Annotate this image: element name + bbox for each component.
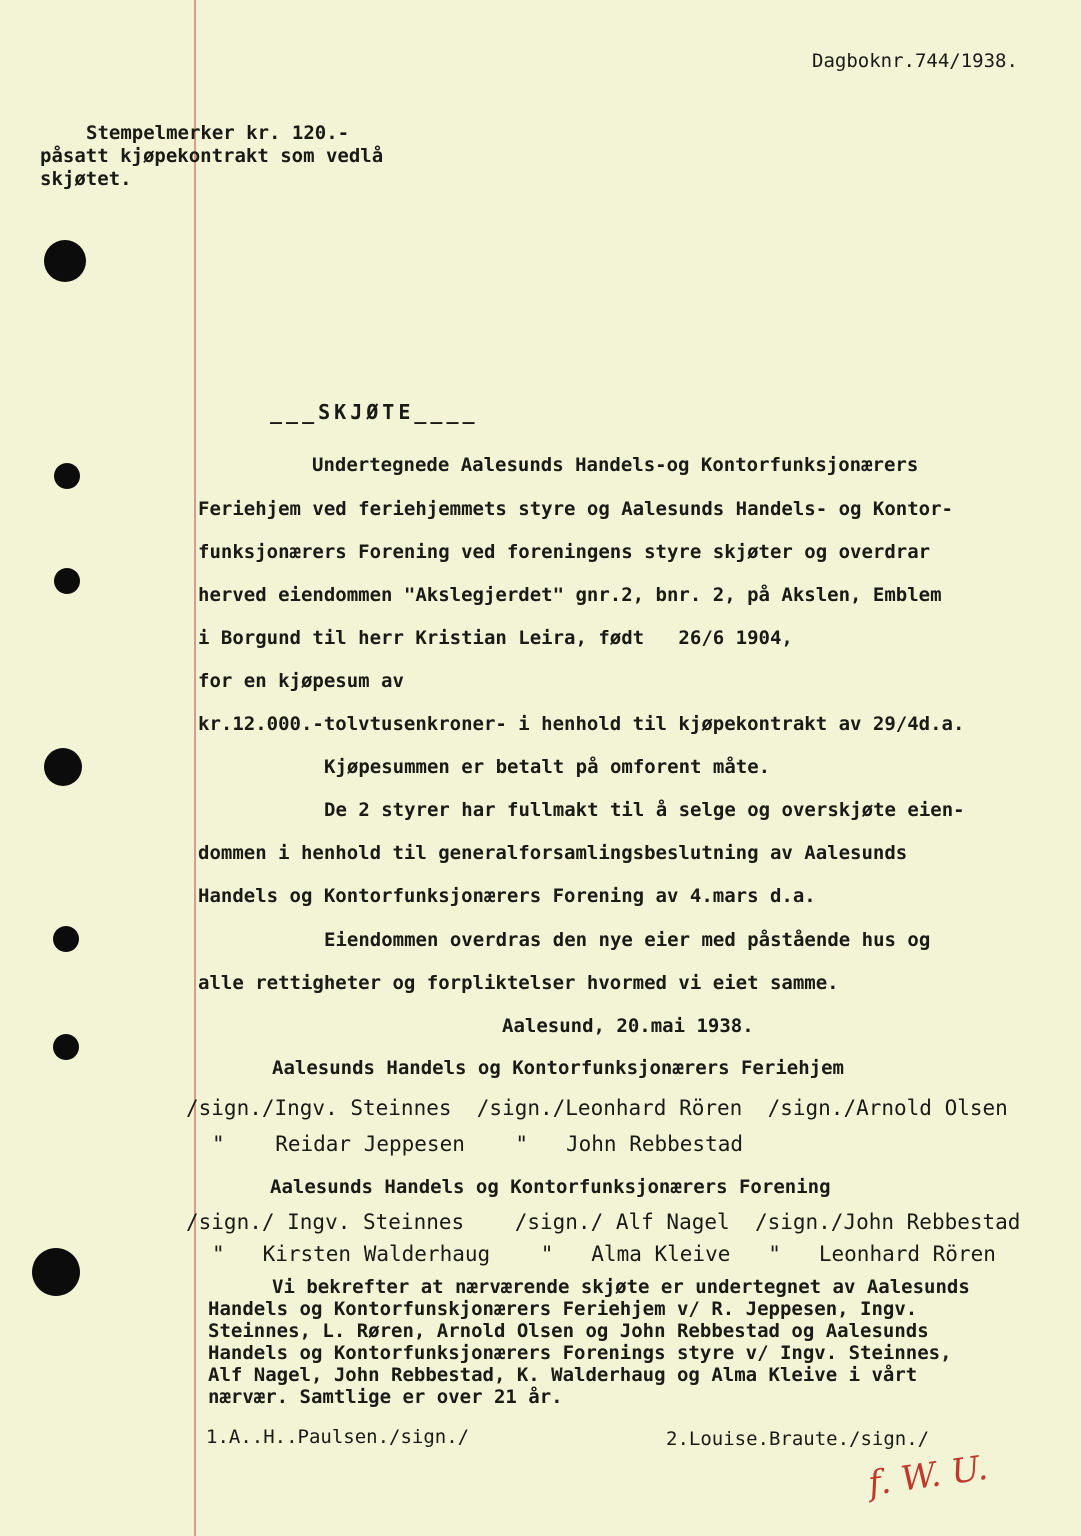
- punch-hole: [53, 1034, 79, 1060]
- punch-hole: [32, 1248, 80, 1296]
- certification-line: Handels og Kontorfunskjonærers Feriehjem v/ R. Jeppesen, Ingv.: [208, 1298, 918, 1320]
- margin-line: [194, 0, 196, 1536]
- org2-signatures-line2: " Kirsten Walderhaug " Alma Kleive " Leonhard Rören: [212, 1242, 996, 1266]
- body-line: Feriehjem ved feriehjemmets styre og Aalesunds Handels- og Kontor-: [198, 498, 953, 520]
- witness-1: 1.A..H..Paulsen./sign./: [206, 1426, 470, 1448]
- org2-name: Aalesunds Handels og Kontorfunksjonærers Forening: [270, 1176, 831, 1198]
- certification-line: Steinnes, L. Røren, Arnold Olsen og John Rebbestad og Aalesunds: [208, 1320, 929, 1342]
- body-line: for en kjøpesum av: [198, 670, 404, 692]
- body-line: kr.12.000.-tolvtusenkroner- i henhold til kjøpekontrakt av 29/4d.a.: [198, 713, 965, 735]
- body-line: De 2 styrer har fullmakt til å selge og overskjøte eien-: [324, 799, 965, 821]
- certification-line: nærvær. Samtlige er over 21 år.: [208, 1386, 563, 1408]
- certification-line: Vi bekrefter at nærværende skjøte er undertegnet av Aalesunds: [272, 1276, 970, 1298]
- punch-hole: [54, 568, 80, 594]
- journal-number: Dagboknr.744/1938.: [812, 50, 1018, 72]
- place-date: Aalesund, 20.mai 1938.: [502, 1015, 754, 1037]
- handwritten-initials: f. W. U.: [865, 1447, 991, 1505]
- body-line: i Borgund til herr Kristian Leira, født 26/6 1904,: [198, 627, 793, 649]
- body-line: herved eiendommen "Akslegjerdet" gnr.2, bnr. 2, på Akslen, Emblem: [198, 584, 942, 606]
- punch-hole: [44, 240, 86, 282]
- punch-hole: [54, 463, 80, 489]
- stamp-note-line: Stempelmerker kr. 120.-: [86, 122, 350, 144]
- org1-signatures-line2: " Reidar Jeppesen " John Rebbestad: [212, 1132, 744, 1156]
- body-line: Undertegnede Aalesunds Handels-og Kontorfunksjonærers: [312, 454, 919, 476]
- stamp-note-line: skjøtet.: [40, 168, 132, 190]
- body-line: Kjøpesummen er betalt på omforent måte.: [324, 756, 771, 778]
- punch-hole: [44, 748, 82, 786]
- body-line: dommen i henhold til generalforsamlingsbeslutning av Aalesunds: [198, 842, 908, 864]
- certification-line: Handels og Kontorfunksjonærers Forenings styre v/ Ingv. Steinnes,: [208, 1342, 952, 1364]
- document-title: ___SKJØTE____: [270, 400, 479, 424]
- org1-signatures-line1: /sign./Ingv. Steinnes /sign./Leonhard Rören /sign./Arnold Olsen: [186, 1096, 1008, 1120]
- stamp-note-line: påsatt kjøpekontrakt som vedlå: [40, 145, 384, 167]
- body-line: Handels og Kontorfunksjonærers Forening av 4.mars d.a.: [198, 885, 816, 907]
- body-line: funksjonærers Forening ved foreningens styre skjøter og overdrar: [198, 541, 931, 563]
- punch-hole: [53, 926, 79, 952]
- org2-signatures-line1: /sign./ Ingv. Steinnes /sign./ Alf Nagel /sign./John Rebbestad: [186, 1210, 1021, 1234]
- witness-2: 2.Louise.Braute./sign./: [666, 1428, 930, 1450]
- body-line: alle rettigheter og forpliktelser hvormed vi eiet samme.: [198, 972, 839, 994]
- org1-name: Aalesunds Handels og Kontorfunksjonærers Feriehjem: [272, 1057, 844, 1079]
- certification-line: Alf Nagel, John Rebbestad, K. Walderhaug og Alma Kleive i vårt: [208, 1364, 918, 1386]
- body-line: Eiendommen overdras den nye eier med påstående hus og: [324, 929, 931, 951]
